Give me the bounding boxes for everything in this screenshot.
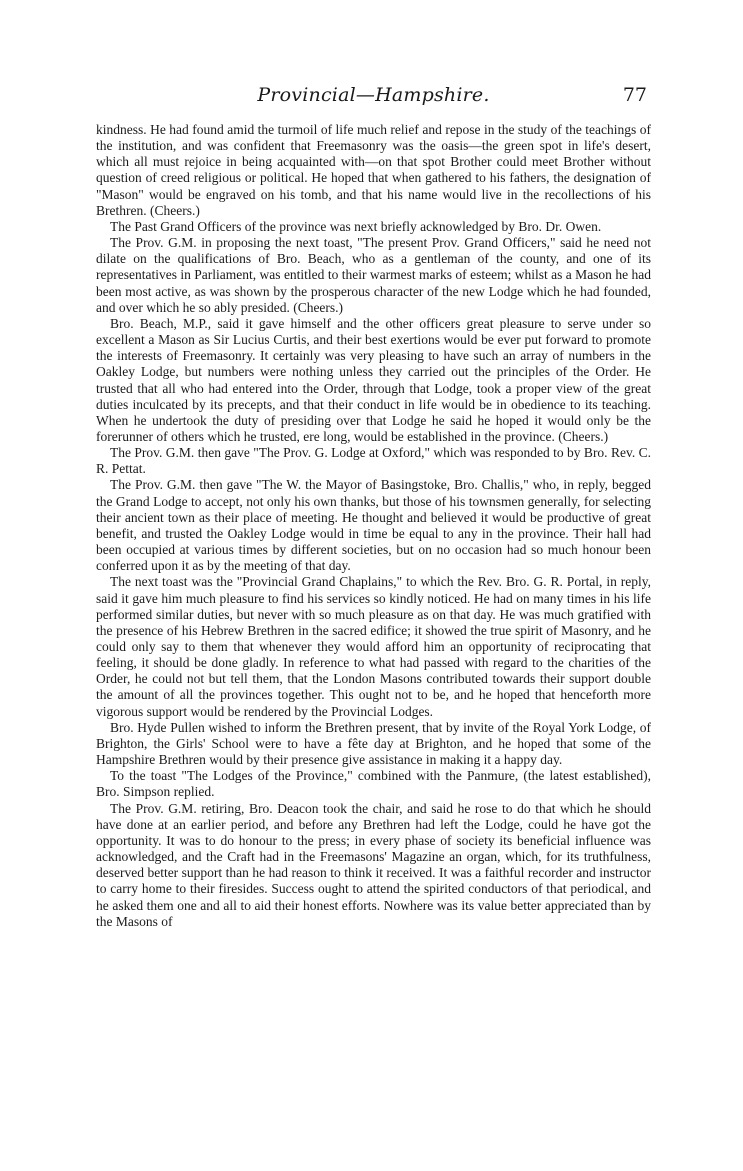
running-title: Provincial—Hampshire. (257, 84, 490, 106)
paragraph: The Prov. G.M. retiring, Bro. Deacon took the chair, and said he rose to do that which he should have done at an earlier period, and before any Brethren had left the Lodge, could he have got the opportunity. It was to do honour to the press; in every phase of society its beneficial influence was acknowledged, and the Craft had in the Freemasons' Magazine an organ, which, for its truthfulness, deserved better support than he had reason to think it received. It was a faithful recorder and instructor to carry home to their firesides. Success ought to attend the spirited conductors of that periodical, and he asked them one and all to aid their honest efforts. Nowhere was its value better appreciated than by the Masons of (96, 800, 651, 929)
paragraph: The next toast was the "Provincial Grand Chaplains," to which the Rev. Bro. G. R. Portal, in reply, said it gave him much pleasure to find his services so kindly noticed. He had on many times in his life performed similar duties, but never with so much pleasure as on that day. He was much gratified with the presence of his Hebrew Brethren in the sacred edifice; it showed the true spirit of Masonry, and he could only say to them that whenever they would afford him an opportunity of reciprocating that feeling, it should be done gladly. In reference to what had passed with regard to the charities of the Order, he could not but tell them, that the London Masons contributed towards their support double the amount of all the provinces together. This ought not to be, and he hoped that henceforth more vigorous support would be rendered by the Provincial Lodges. (96, 574, 651, 719)
paragraph: The Prov. G.M. in proposing the next toast, "The present Prov. Grand Officers," said he need not dilate on the qualifications of Bro. Beach, who as a gentleman of the county, and one of its representatives in Parliament, was entitled to their warmest marks of esteem; whilst as a Mason he had been most active, as was shown by the prosperous character of the new Lodge which he had founded, and over which he so ably presided. (Cheers.) (96, 235, 651, 315)
paragraph: The Prov. G.M. then gave "The W. the Mayor of Basingstoke, Bro. Challis," who, in reply, begged the Grand Lodge to accept, not only his own thanks, but those of his townsmen generally, for selecting their ancient town as their place of meeting. He thought and believed it would be productive of great benefit, and trusted the Oakley Lodge would in time be equal to any in the province. Their hall had been occupied at various times by different societies, but on no occasion had so much honour been conferred upon it as by the meeting of that day. (96, 477, 651, 574)
paragraph: kindness. He had found amid the turmoil of life much relief and repose in the study of the teachings of the institution, and was confident that Freemasonry was the oasis—the green spot in life's desert, which all must rejoice in being acquainted with—on that spot Brother could meet Brother without question of creed religious or political. He hoped that when gathered to his fathers, the designation of "Mason" would be engraved on his tomb, and that his name would live in the recollections of his Brethren. (Cheers.) (96, 122, 651, 218)
article-body (96, 122, 651, 930)
paragraph: The Prov. G.M. then gave "The Prov. G. Lodge at Oxford," which was responded to by Bro. Rev. C. R. Pettat. (96, 445, 651, 477)
page-number: 77 (622, 84, 647, 106)
paragraph: To the toast "The Lodges of the Province," combined with the Panmure, (the latest established), Bro. Simpson replied. (96, 768, 651, 800)
paragraph: The Past Grand Officers of the province was next briefly acknowledged by Bro. Dr. Owen. (110, 218, 602, 234)
running-head (96, 84, 651, 112)
paragraph: Bro. Beach, M.P., said it gave himself and the other officers great pleasure to serve under so excellent a Mason as Sir Lucius Curtis, and their best exertions would be ever put forward to promote the interests of Freemasonry. It certainly was very pleasing to have such an array of numbers in the Oakley Lodge, but numbers were nothing unless they carried out the principles of the Order. He trusted that all who had entered into the Order, through that Lodge, took a proper view of the great duties inculcated by its precepts, and that their conduct in life would be in obedience to its teaching. When he undertook the duty of presiding over that Lodge he said he hoped it would only be the forerunner of others which he trusted, ere long, would be established in the province. (Cheers.) (96, 315, 651, 444)
paragraph: Bro. Hyde Pullen wished to inform the Brethren present, that by invite of the Royal York Lodge, of Brighton, the Girls' School were to have a fête day at Brighton, and he hoped that some of the Hampshire Brethren would by their presence give assistance in making it a happy day. (96, 719, 651, 768)
